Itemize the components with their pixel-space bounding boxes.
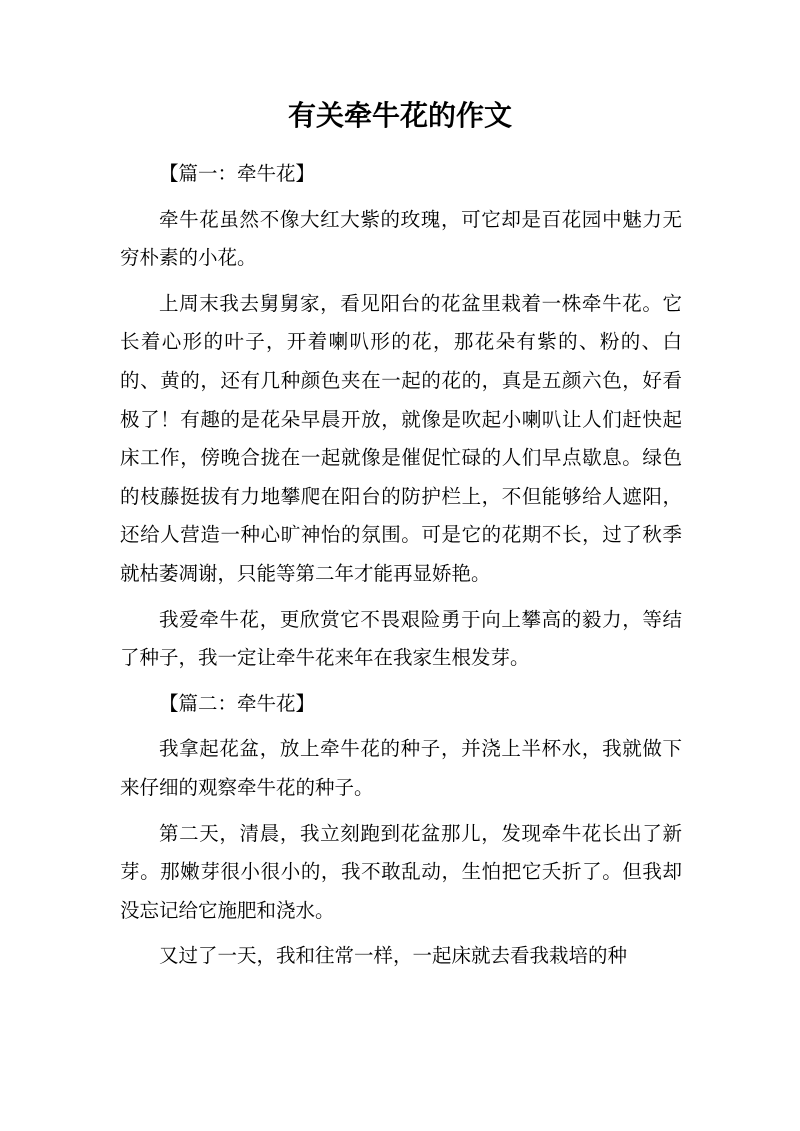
document-title: 有关牵牛花的作文: [287, 99, 512, 132]
paragraph: 第二天，清晨，我立刻跑到花盆那儿，发现牵牛花长出了新芽。那嫩芽很小很小的，我不敢乱动，生怕把它夭折了。但我却没忘记给它施肥和浇水。: [120, 821, 682, 922]
document-body: [120, 155, 682, 983]
section-heading: 【篇一：牵牛花】: [159, 162, 316, 185]
paragraph: 牵牛花虽然不像大红大紫的玫瑰，可它却是百花园中魅力无穷朴素的小花。: [120, 207, 682, 270]
section-heading: 【篇二：牵牛花】: [159, 691, 316, 715]
paragraph: 上周末我去舅舅家，看见阳台的花盆里栽着一株牵牛花。它长着心形的叶子，开着喇叭形的花，那花朵有紫的、粉的、白的、黄的，还有几种颜色夹在一起的花的，真是五颜六色，好看极了！有趣的是花朵早晨开放，就像是吹起小喇叭让人们赶快起床工作，傍晚合拢在一起就像是催促忙碌的人们早点歇息。绿色的枝藤挺拔有力地攀爬在阳台的防护栏上，不但能够给人遮阳，还给人营造一种心旷神怡的氛围。可是它的花期不长，过了秋季就枯萎凋谢，只能等第二年才能再显娇艳。: [120, 291, 682, 585]
paragraph: 我爱牵牛花，更欣赏它不畏艰险勇于向上攀高的毅力，等结了种子，我一定让牵牛花来年在我家生根发芽。: [120, 607, 682, 670]
paragraph: 我拿起花盆，放上牵牛花的种子，并浇上半杯水，我就做下来仔细的观察牵牛花的种子。: [120, 737, 682, 799]
paragraph: 又过了一天，我和往常一样，一起床就去看我栽培的种: [159, 944, 628, 968]
